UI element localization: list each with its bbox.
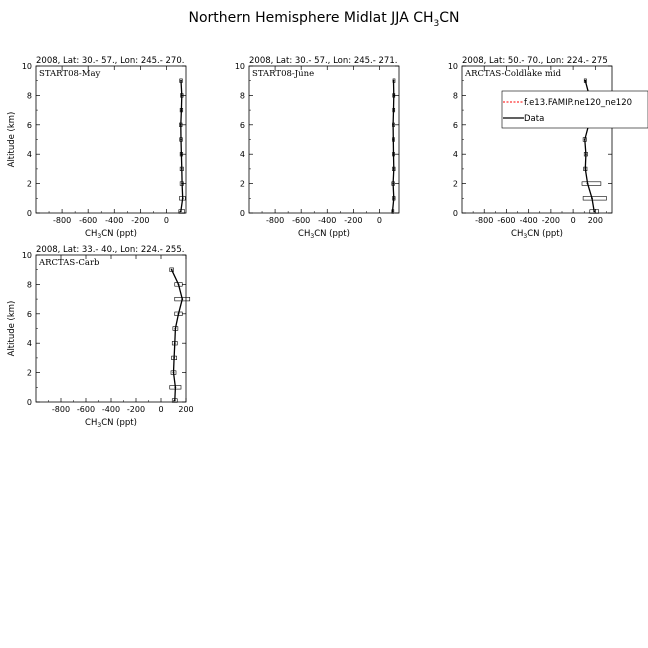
y-tick-label: 4 — [239, 150, 245, 160]
y-tick-label: 8 — [239, 91, 245, 101]
data-point — [173, 372, 175, 374]
panel-header: 2008, Lat: 30.- 57., Lon: 245.- 270. — [36, 56, 185, 66]
x-tick-label: 200 — [587, 216, 603, 225]
data-point — [393, 168, 395, 170]
x-tick-label: -400 — [519, 216, 538, 225]
figure-title: Northern Hemisphere Midlat JJA $CH_3CN$ — [188, 10, 460, 29]
data-point — [393, 109, 395, 111]
y-tick-label: 0 — [239, 209, 245, 218]
x-axis-label-main: CH — [511, 229, 524, 239]
range-box — [582, 182, 601, 186]
y-tick-label: 2 — [239, 179, 245, 189]
x-tick-label: -600 — [497, 216, 516, 225]
data-point — [393, 80, 395, 82]
data-point — [587, 183, 589, 185]
x-tick-label: -200 — [126, 405, 146, 414]
x-axis-label — [85, 418, 137, 429]
y-tick-label: 10 — [234, 62, 245, 71]
y-tick-label: 8 — [26, 91, 32, 101]
data-point — [180, 139, 182, 141]
x-axis-label-end: CN (ppt) — [527, 229, 563, 239]
panel-header: 2008, Lat: 50.- 70., Lon: 224.- 275 — [462, 56, 608, 66]
panel-header: 2008, Lat: 30.- 57., Lon: 245.- 271. — [249, 56, 398, 66]
data-point — [181, 109, 183, 111]
data-point — [174, 386, 176, 388]
data-point — [180, 124, 182, 126]
data-point — [593, 211, 595, 213]
x-tick-label: -800 — [51, 405, 71, 414]
y-tick-label: 8 — [26, 280, 32, 290]
data-point — [181, 153, 183, 155]
data-profile-line — [181, 81, 183, 212]
x-axis-label-main: CH — [85, 229, 98, 239]
x-tick-label: -200 — [344, 216, 363, 225]
data-point — [173, 357, 175, 359]
x-axis-label-end: CN (ppt) — [101, 418, 137, 428]
data-point — [171, 269, 173, 271]
data-point — [178, 313, 180, 315]
x-tick-label: -400 — [101, 405, 121, 414]
x-tick-label: -600 — [292, 216, 311, 225]
data-point — [392, 211, 394, 213]
campaign-label: START08-June — [252, 69, 315, 79]
data-point — [393, 95, 395, 97]
y-tick-label: 0 — [26, 398, 32, 407]
data-point — [584, 139, 586, 141]
x-tick-label: -600 — [79, 216, 98, 225]
y-tick-label: 4 — [26, 150, 32, 160]
x-axis-label-sub: 3 — [97, 422, 102, 429]
x-tick-label: 0 — [570, 216, 576, 225]
data-point — [180, 211, 182, 213]
x-tick-label: -600 — [76, 405, 96, 414]
x-axis-label-sub: 3 — [310, 233, 315, 240]
x-tick-label: 0 — [163, 216, 169, 225]
campaign-label: ARCTAS-Carb — [39, 258, 100, 268]
y-tick-label: 8 — [452, 91, 458, 101]
y-axis-label: Altitude (km) — [7, 300, 17, 357]
y-tick-label: 10 — [21, 251, 32, 260]
range-box — [583, 197, 606, 201]
data-point — [181, 168, 183, 170]
x-axis-label-main: CH — [85, 418, 98, 428]
data-point — [174, 342, 176, 344]
campaign-label: START08-May — [39, 69, 101, 79]
x-axis-label-end: CN (ppt) — [314, 229, 350, 239]
x-axis-label — [298, 229, 350, 240]
x-axis-label-sub: 3 — [523, 233, 528, 240]
y-tick-label: 2 — [452, 179, 458, 189]
data-point — [392, 183, 394, 185]
plot-frame — [249, 66, 399, 213]
data-point — [392, 124, 394, 126]
y-tick-label: 6 — [452, 120, 458, 130]
y-tick-label: 10 — [21, 62, 32, 71]
data-point — [181, 95, 183, 97]
x-tick-label: 0 — [158, 405, 164, 414]
data-point — [393, 153, 395, 155]
panel-header: 2008, Lat: 33.- 40., Lon: 224.- 255. — [36, 245, 185, 255]
data-point — [181, 183, 183, 185]
data-point — [591, 197, 593, 199]
y-tick-label: 2 — [26, 179, 32, 189]
plot-frame — [36, 66, 186, 213]
data-point — [180, 80, 182, 82]
x-axis-label-main: CH — [298, 229, 311, 239]
y-tick-label: 6 — [26, 309, 32, 319]
legend — [502, 91, 648, 128]
x-axis-label-sub: 3 — [97, 233, 102, 240]
chart-panel-3 — [448, 56, 648, 240]
plot-frame — [36, 255, 186, 402]
x-tick-label: 200 — [178, 405, 194, 414]
data-profile-line — [172, 270, 183, 401]
panels-group — [7, 56, 648, 429]
y-tick-label: 6 — [26, 120, 32, 130]
x-tick-label: -800 — [266, 216, 285, 225]
y-axis-label: Altitude (km) — [7, 111, 17, 168]
y-tick-label: 4 — [452, 150, 458, 160]
x-tick-label: 0 — [376, 216, 382, 225]
data-point — [182, 197, 184, 199]
data-point — [584, 80, 586, 82]
data-point — [178, 284, 180, 286]
x-tick-label: -800 — [53, 216, 72, 225]
data-point — [584, 168, 586, 170]
data-profile-line — [393, 81, 394, 212]
chart-panel-4 — [7, 245, 194, 429]
x-tick-label: -400 — [105, 216, 124, 225]
y-tick-label: 0 — [452, 209, 458, 218]
x-axis-label — [85, 229, 137, 240]
y-tick-label: 0 — [26, 209, 32, 218]
x-tick-label: -400 — [318, 216, 337, 225]
data-point — [174, 400, 176, 402]
x-tick-label: -800 — [475, 216, 494, 225]
chart-panel-1 — [7, 56, 186, 240]
data-point — [174, 328, 176, 330]
y-tick-label: 2 — [26, 368, 32, 378]
x-axis-label-end: CN (ppt) — [101, 229, 137, 239]
data-point — [392, 139, 394, 141]
data-point — [181, 298, 183, 300]
y-tick-label: 10 — [447, 62, 458, 71]
campaign-label: ARCTAS-Coldlake mid — [465, 69, 562, 79]
x-axis-label — [511, 229, 563, 240]
chart-panel-2 — [235, 56, 399, 240]
data-point — [393, 197, 395, 199]
y-tick-label: 4 — [26, 339, 32, 349]
x-tick-label: -200 — [541, 216, 560, 225]
legend-model-label: f.e13.FAMIP.ne120_ne120 — [524, 98, 633, 108]
y-tick-label: 6 — [239, 120, 245, 130]
x-tick-label: -200 — [131, 216, 150, 225]
legend-data-label: Data — [524, 114, 545, 124]
data-point — [585, 153, 587, 155]
